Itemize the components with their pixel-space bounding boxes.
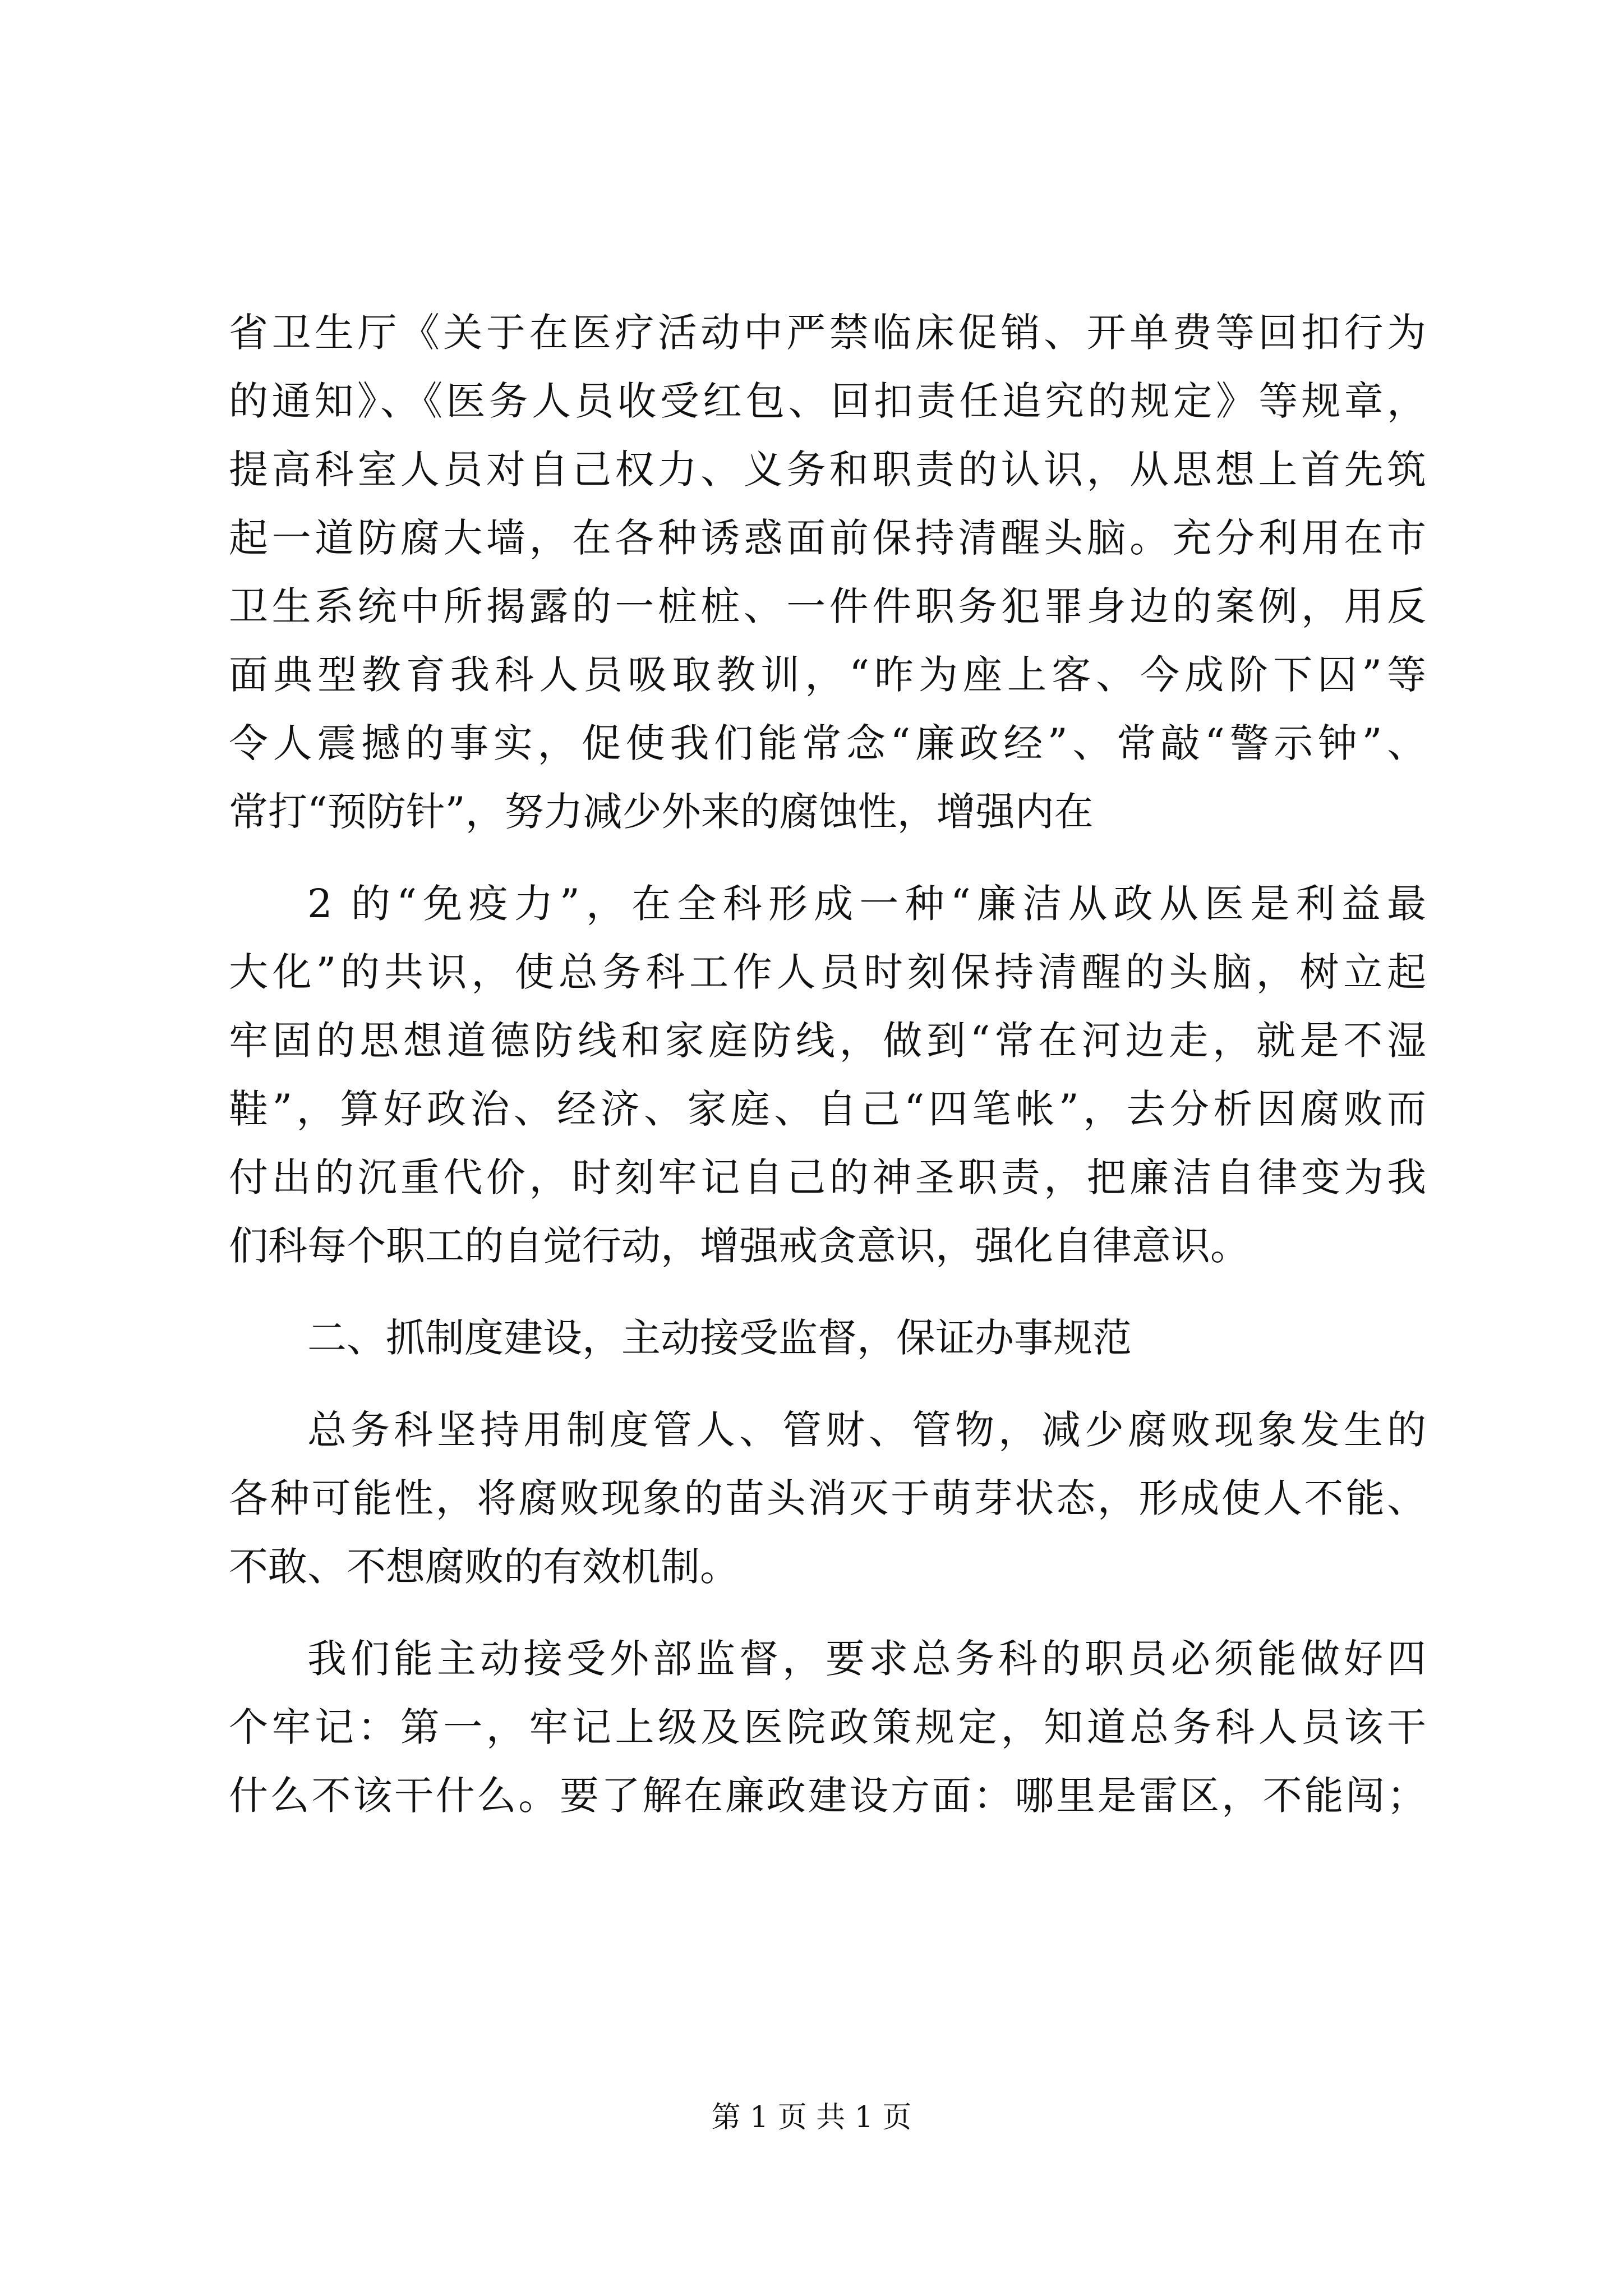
page-footer: [0, 2098, 1623, 2137]
text-line: 们科每个职工的自觉行动，增强戒贪意识，强化自律意识。: [229, 1223, 1249, 1269]
heading-line: 二、抓制度建设，主动接受监督，保证办事规范: [307, 1315, 1132, 1361]
text-line: 的通知》、《医务人员收受红包、回扣责任追究的规定》等规章，: [229, 378, 1426, 424]
text-line: 省卫生厅《关于在医疗活动中严禁临床促销、开单费等回扣行为: [229, 310, 1426, 356]
text-line: 大化”的共识，使总务科工作人员时刻保持清醒的头脑，树立起: [229, 949, 1426, 995]
text-line: 牢固的思想道德防线和家庭防线，做到“常在河边走，就是不湿: [229, 1018, 1426, 1064]
text-line: 我们能主动接受外部监督，要求总务科的职员必须能做好四: [307, 1636, 1426, 1682]
section-heading: [229, 1304, 1426, 1372]
text-line: 卫生系统中所揭露的一桩桩、一件件职务犯罪身边的案例，用反: [229, 583, 1426, 629]
text-line: 个牢记：第一，牢记上级及医院政策规定，知道总务科人员该干: [229, 1704, 1426, 1750]
paragraph-4: [229, 1396, 1426, 1601]
text-line: 令人震撼的事实，促使我们能常念“廉政经”、常敲“警示钟”、: [229, 720, 1426, 766]
paragraph-2: [229, 869, 1426, 1280]
text-line: 起一道防腐大墙，在各种诱惑面前保持清醒头脑。充分利用在市: [229, 515, 1426, 561]
text-line: 面典型教育我科人员吸取教训，“昨为座上客、今成阶下囚”等: [229, 652, 1426, 698]
paragraph-5: [229, 1625, 1426, 1830]
text-line: 提高科室人员对自己权力、义务和职责的认识，从思想上首先筑: [229, 447, 1426, 493]
text-line: 什么不该干什么。要了解在廉政建设方面：哪里是雷区，不能闯；: [229, 1773, 1426, 1819]
document-body: [229, 298, 1426, 1830]
text-line: 鞋”，算好政治、经济、家庭、自己“四笔帐”，去分析因腐败而: [229, 1086, 1426, 1132]
paragraph-1: [229, 298, 1426, 846]
text-line: 付出的沉重代价，时刻牢记自己的神圣职责，把廉洁自律变为我: [229, 1154, 1426, 1200]
text-line: 2 的“免疫力”，在全科形成一种“廉洁从政从医是利益最: [307, 881, 1426, 927]
text-line: 总务科坚持用制度管人、管财、管物，减少腐败现象发生的: [307, 1407, 1426, 1453]
text-line: 不敢、不想腐败的有效机制。: [229, 1544, 739, 1590]
page-number-label: 第 1 页 共 1 页: [711, 2101, 912, 2134]
text-line: 常打“预防针”，努力减少外来的腐蚀性，增强内在: [229, 789, 1094, 835]
text-line: 各种可能性，将腐败现象的苗头消灭于萌芽状态，形成使人不能、: [229, 1475, 1426, 1521]
